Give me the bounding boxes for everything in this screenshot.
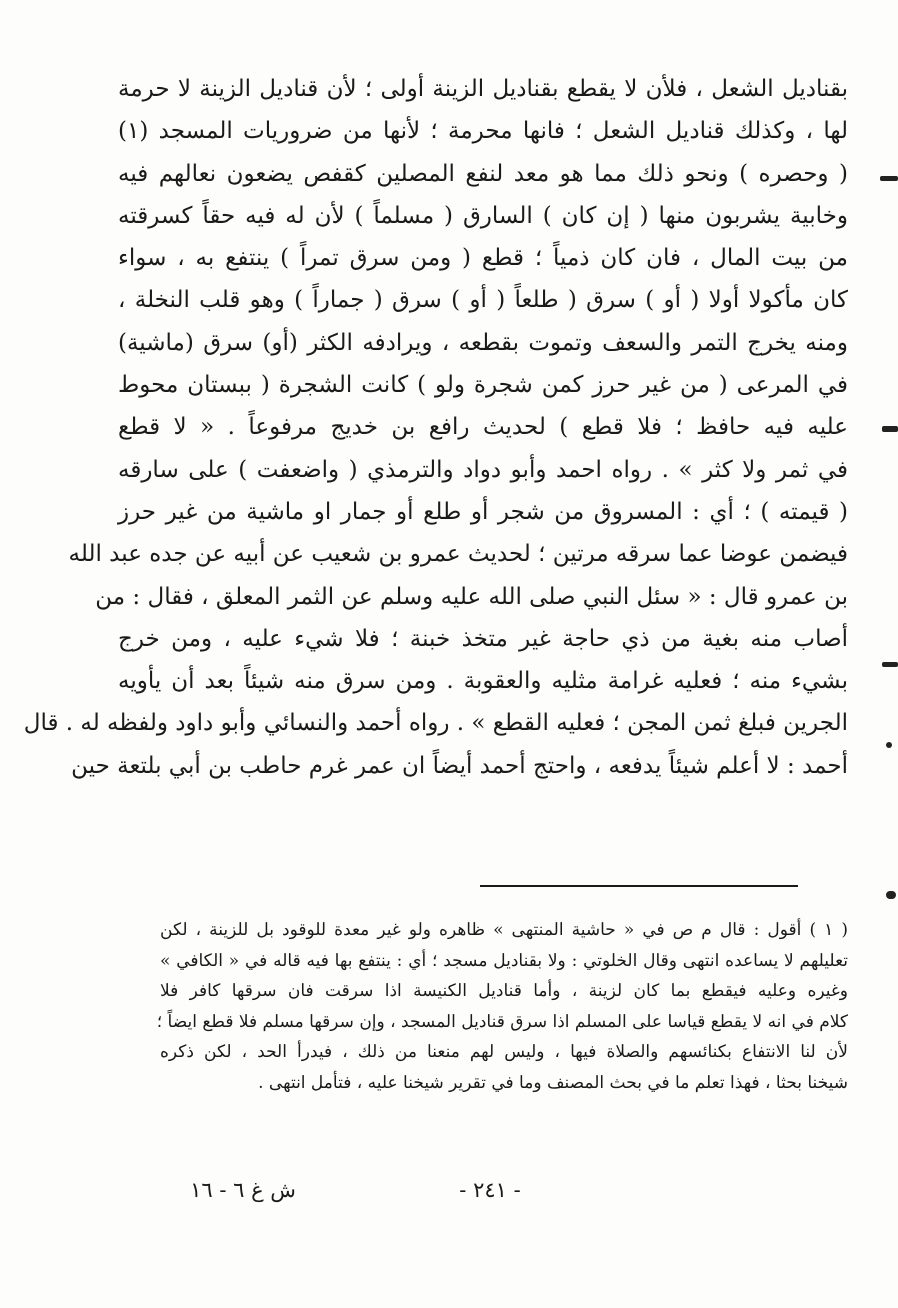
body-line: ومنه يخرج التمر والسعف وتموت بقطعه ، ويرادفه الكثر (أو) سرق (ماشية) — [118, 329, 848, 356]
footnote-divider — [480, 885, 798, 887]
body-line: ( قيمته ) ؛ أي : المسروق من شجر أو طلع أو جمار او ماشية من غير حرز — [118, 498, 848, 525]
main-body-text — [23, 68, 848, 787]
body-line: لها ، وكذلك قناديل الشعل ؛ فانها محرمة ؛ لأنها من ضروريات المسجد (١) — [118, 118, 848, 145]
body-line: الجرين فبلغ ثمن المجن ؛ فعليه القطع » . رواه أحمد والنسائي وأبو داود ولفظه له . قال — [23, 710, 848, 737]
footnote-line: لأن لنا الانتفاع بكنائسهم والصلاة فيها ، وليس لهم منعنا من ذلك ، فيدرأ الحد ، لكن ذكره — [160, 1042, 848, 1062]
body-line: ( وحصره ) ونحو ذلك مما هو معد لنفع المصلين كقفص يضعون نعالهم فيه — [118, 160, 848, 187]
body-line: فيضمن عوضا عما سرقه مرتين ؛ لحديث عمرو بن شعيب عن أبيه عن جده عبد الله — [68, 541, 848, 568]
margin-mark — [886, 742, 892, 748]
page-footer — [0, 1178, 898, 1212]
body-line: من بيت المال ، فان كان ذمياً ؛ قطع ( ومن سرق تمراً ) ينتفع به ، سواء — [118, 245, 848, 272]
margin-mark — [882, 662, 898, 667]
body-line: بن عمرو قال : « سئل النبي صلى الله عليه وسلم عن الثمر المعلق ، فقال : من — [95, 583, 848, 610]
footnote-line: كلام في انه لا يقطع قياسا على المسلم اذا سرق قناديل المسجد ، وإن سرقها مسلم فلا قطع ايضاً ؛ — [156, 1011, 848, 1032]
body-line: أحمد : لا أعلم شيئاً يدفعه ، واحتج أحمد أيضاً ان عمر غرم حاطب بن أبي بلتعة حين — [71, 752, 848, 779]
body-line: وخابية يشربون منها ( إن كان ) السارق ( مسلماً ) لأن له فيه حقاً كسرقته — [118, 202, 848, 229]
body-line: عليه فيه حافظ ؛ فلا قطع ) لحديث رافع بن خديج مرفوعاً . « لا قطع — [118, 414, 848, 441]
margin-mark — [882, 426, 898, 432]
print-signature: ش غ ٦ - ١٦ — [190, 1178, 296, 1202]
margin-mark — [886, 891, 896, 899]
footnote-line: شيخنا بحثا ، فهذا تعلم ما في بحث المصنف وما في تقرير شيخنا عليه ، فتأمل انتهى . — [258, 1072, 848, 1093]
margin-mark — [880, 176, 898, 181]
body-line: أصاب منه بغية من ذي حاجة غير متخذ خبنة ؛ فلا شيء عليه ، ومن خرج — [118, 625, 848, 652]
footnote-block — [156, 915, 848, 1098]
body-line: كان مأكولا أولا ( أو ) سرق ( طلعاً ( أو ) سرق ( جماراً ) وهو قلب النخلة ، — [118, 287, 848, 314]
body-line: في ثمر ولا كثر » . رواه احمد وأبو دواد والترمذي ( واضعفت ) على سارقه — [118, 456, 848, 483]
page-number: - ٢٤١ - — [459, 1178, 521, 1202]
body-line: في المرعى ( من غير حرز كمن شجرة ولو ) كانت الشجرة ( ببستان محوط — [118, 372, 848, 399]
body-line: بشيء منه ؛ فعليه غرامة مثليه والعقوبة . ومن سرق منه شيئاً بعد أن يأويه — [118, 668, 848, 695]
footnote-line: وغيره وعليه فيقطع بما كان لزينة ، وأما قناديل الكنيسة اذا سرقت فان سرقها كافر فلا — [160, 981, 848, 1001]
footnote-line: تعليلهم لا يساعده انتهى وقال الخلوتي : ولا بقناديل مسجد ؛ أي : ينتفع بها فيه قاله في « الكافي » — [160, 950, 848, 971]
body-line: بقناديل الشعل ، فلأن لا يقطع بقناديل الزينة أولى ؛ لأن قناديل الزينة لا حرمة — [118, 76, 848, 102]
footnote-line: ( ١ ) أقول : قال م ص في « حاشية المنتهى » ظاهره ولو غير معدة للوقود بل للزينة ، لكن — [160, 920, 848, 940]
